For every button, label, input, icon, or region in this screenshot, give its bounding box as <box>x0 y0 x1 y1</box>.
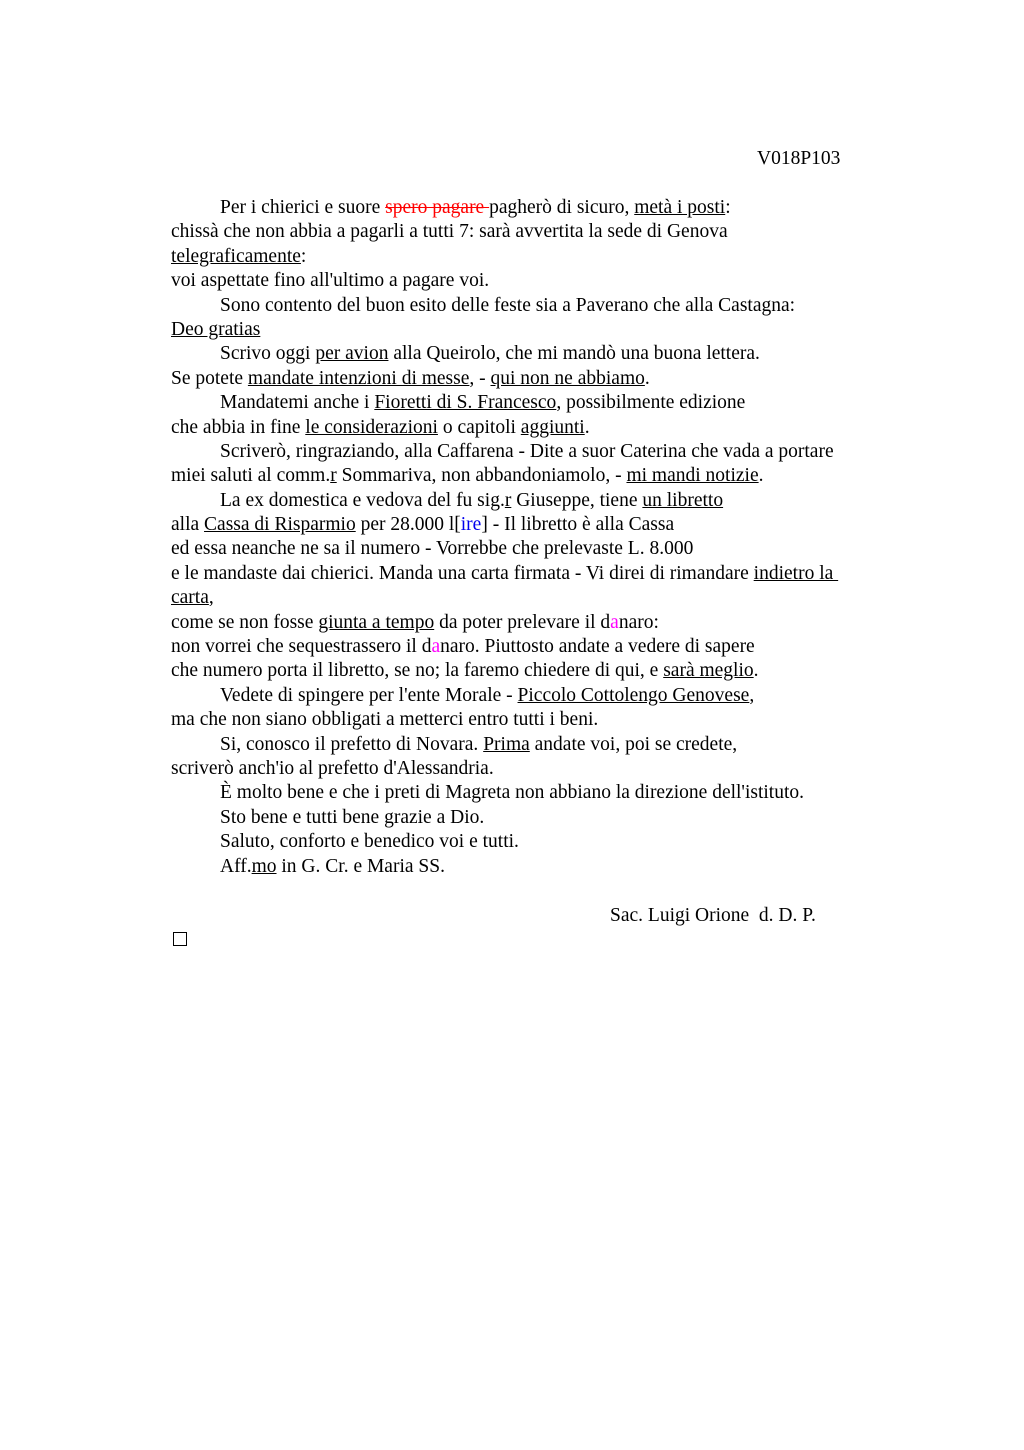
underlined-text: mi mandi notizie <box>626 465 759 487</box>
text-run: miei saluti al comm. <box>171 465 331 487</box>
letter-line-6 <box>171 318 891 342</box>
underlined-text: Fioretti di S. Francesco <box>374 392 557 414</box>
text-run: Vedete di spingere per l'ente Morale - <box>220 684 518 706</box>
underlined-text: mo <box>251 855 277 877</box>
text-run: . <box>644 367 650 389</box>
letter-line-8 <box>171 367 891 391</box>
letter-line-17 <box>171 586 891 610</box>
underlined-text: qui non ne abbiamo <box>490 367 645 389</box>
underlined-text: metà i posti <box>634 197 726 218</box>
letter-line-1 <box>171 196 891 220</box>
highlighted-letter: a <box>431 636 441 658</box>
text-run: ] - Il libretto è alla Cassa <box>481 514 675 536</box>
text-run: . <box>753 660 759 682</box>
text-run: ed essa neanche ne sa il numero - Vorrebbe che prelevaste L. 8.000 <box>171 538 694 560</box>
underlined-text: Piccolo Cottolengo Genovese <box>517 684 750 706</box>
end-marker-square <box>173 932 187 946</box>
text-run: che numero porta il libretto, se no; la faremo chiedere di qui, e <box>171 660 664 682</box>
underlined-text: carta <box>171 587 209 609</box>
text-run: in G. Cr. e Maria SS. <box>276 855 445 877</box>
letter-line-22 <box>171 708 891 732</box>
highlighted-letter: a <box>610 611 619 633</box>
signature: Sac. Luigi Orione d. D. P. <box>610 905 816 926</box>
underlined-text: un libretto <box>642 489 724 511</box>
text-run: Mandatemi anche i <box>220 392 375 414</box>
letter-line-23 <box>171 733 891 757</box>
letter-line-10 <box>171 416 891 440</box>
deleted-text: spero pagare <box>385 197 490 218</box>
underlined-text: per avion <box>315 343 389 365</box>
letter-line-15 <box>171 537 891 561</box>
letter-line-12 <box>171 464 891 488</box>
text-run: Saluto, conforto e benedico voi e tutti. <box>220 831 519 853</box>
letter-line-27 <box>171 830 891 854</box>
text-run: : <box>725 197 731 218</box>
text-run: chissà che non abbia a pagarli a tutti 7: sarà avvertita la sede di Genova <box>171 221 728 243</box>
text-run: e le mandaste dai chierici. Manda una carta firmata - Vi direi di rimandare <box>171 562 754 584</box>
letter-line-5 <box>171 294 891 318</box>
underlined-text: mandate intenzioni di messe <box>247 367 470 389</box>
letter-line-9 <box>171 391 891 415</box>
text-run: Per i chierici e suore <box>220 197 386 218</box>
underlined-text: aggiunti <box>520 416 585 438</box>
underlined-text: le considerazioni <box>305 416 438 438</box>
text-run: , <box>208 587 214 609</box>
underlined-text: telegraficamente <box>171 245 301 267</box>
text-run: Aff. <box>220 855 252 877</box>
text-run: per 28.000 l[ <box>355 514 461 536</box>
text-run: come se non fosse <box>171 611 319 633</box>
text-run: Giuseppe, tiene <box>511 489 643 511</box>
underlined-text: sarà meglio <box>663 660 754 682</box>
text-run: È molto bene e che i preti di Magreta non abbiano la direzione dell'istituto. <box>220 782 805 804</box>
letter-line-26 <box>171 806 891 830</box>
text-run: Si, conosco il prefetto di Novara. <box>220 733 484 755</box>
letter-line-16 <box>171 562 891 586</box>
text-run: , <box>749 684 755 706</box>
text-run: o capitoli <box>437 416 521 438</box>
underlined-text: indietro la <box>753 562 839 584</box>
text-run: naro. Piuttosto andate a vedere di sapere <box>440 636 755 658</box>
text-run: da poter prelevare il d <box>434 611 611 633</box>
text-run: scriverò anch'io al prefetto d'Alessandria. <box>171 757 494 779</box>
text-run: alla Queirolo, che mi mandò una buona lettera. <box>388 343 760 365</box>
editorial-insertion: ire <box>460 514 482 536</box>
letter-line-4 <box>171 269 891 293</box>
letter-line-18 <box>171 611 891 635</box>
letter-line-24 <box>171 757 891 781</box>
underlined-text: r <box>504 489 512 511</box>
letter-body <box>171 196 891 879</box>
text-run: Sommariva, non abbandoniamolo, - <box>336 465 627 487</box>
letter-line-20 <box>171 659 891 683</box>
letter-line-3 <box>171 245 891 269</box>
text-run: Sto bene e tutti bene grazie a Dio. <box>220 806 485 828</box>
letter-line-21 <box>171 684 891 708</box>
text-run: Scrivo oggi <box>220 343 316 365</box>
letter-line-11 <box>171 440 891 464</box>
text-run: . <box>758 465 764 487</box>
text-run: . <box>584 416 590 438</box>
text-run: Scriverò, ringraziando, alla Caffarena - Dite a suor Caterina che vada a portare <box>220 440 834 462</box>
text-run: Se potete <box>171 367 248 389</box>
letter-line-14 <box>171 513 891 537</box>
letter-line-2 <box>171 220 891 244</box>
underlined-text: r <box>330 465 337 487</box>
letter-line-25 <box>171 781 891 805</box>
text-run: voi aspettate fino all'ultimo a pagare voi. <box>171 270 490 292</box>
document-id: V018P103 <box>757 148 841 169</box>
text-run: , - <box>469 367 491 389</box>
letter-line-13 <box>171 489 891 513</box>
text-run: che abbia in fine <box>171 416 306 438</box>
text-run: ma che non siano obbligati a metterci entro tutti i beni. <box>171 709 599 731</box>
text-run: La ex domestica e vedova del fu sig. <box>220 489 505 511</box>
underlined-text: giunta a tempo <box>318 611 435 633</box>
letter-line-28 <box>171 855 891 879</box>
underlined-text: Deo gratias <box>171 318 261 340</box>
text-run: Sono contento del buon esito delle feste sia a Paverano che alla Castagna: <box>220 294 796 316</box>
underlined-text: Prima <box>483 733 530 755</box>
text-run: : <box>300 245 307 267</box>
text-run: andate voi, poi se credete, <box>529 733 738 755</box>
underlined-text: Cassa di Risparmio <box>204 514 356 536</box>
letter-line-19 <box>171 635 891 659</box>
text-run: naro: <box>618 611 659 633</box>
text-run: alla <box>171 514 205 536</box>
text-run: , possibilmente edizione <box>556 392 746 414</box>
text-run: non vorrei che sequestrassero il d <box>171 636 432 658</box>
text-run: pagherò di sicuro, <box>489 197 635 218</box>
letter-line-7 <box>171 342 891 366</box>
